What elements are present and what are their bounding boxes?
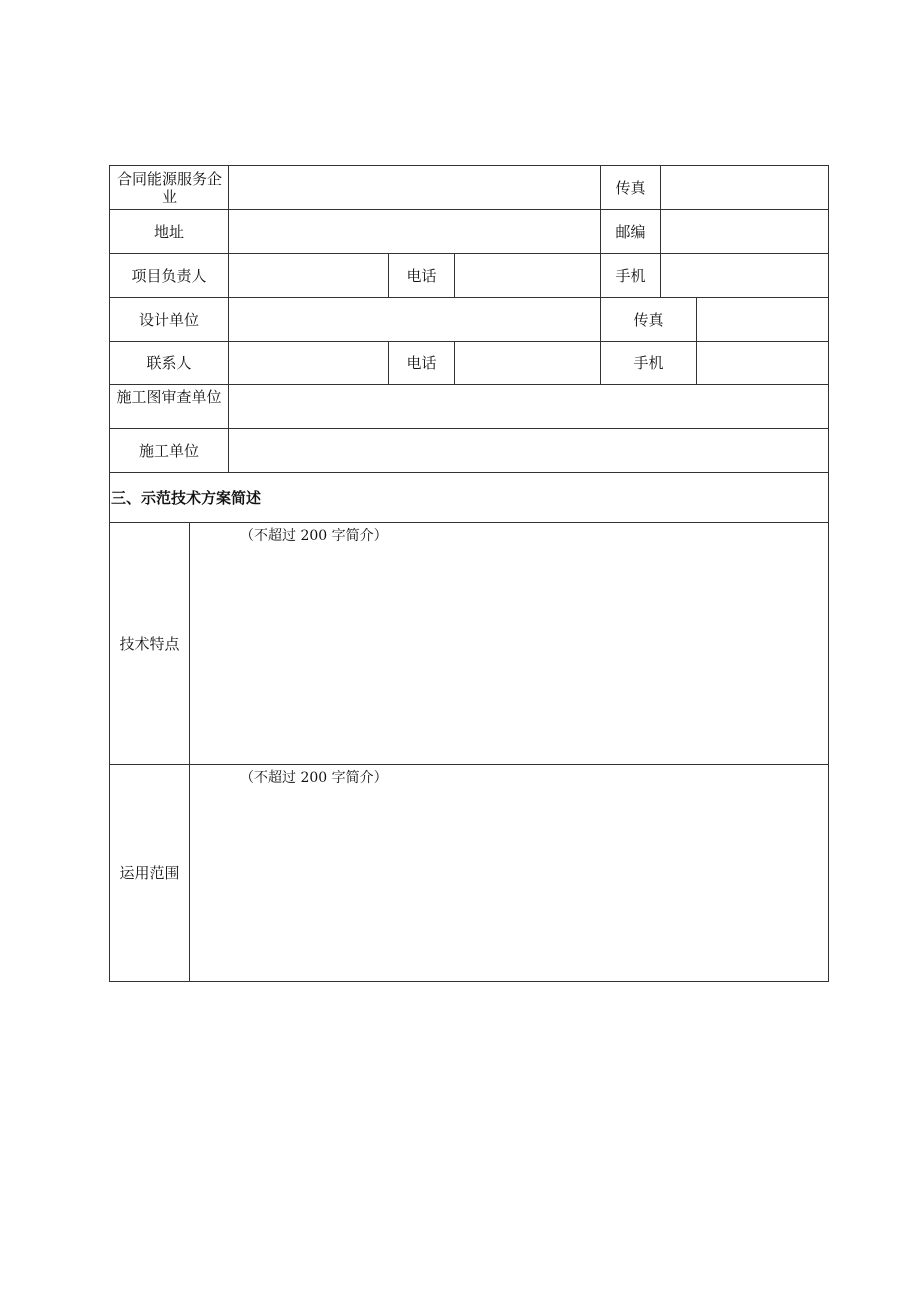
project-lead-mobile-label: 手机 — [615, 266, 646, 285]
contact-label: 联系人 — [146, 354, 192, 372]
tech-features-field[interactable] — [190, 545, 828, 764]
design-unit-label: 设计单位 — [138, 310, 199, 329]
project-lead-label: 项目负责人 — [131, 266, 207, 285]
application-scope-field[interactable] — [190, 787, 828, 981]
address-label: 地址 — [153, 222, 184, 241]
review-unit-field[interactable] — [229, 385, 828, 428]
contact-mobile-field[interactable] — [697, 342, 828, 384]
rule — [828, 165, 829, 982]
postcode-field[interactable] — [661, 210, 828, 253]
design-unit-fax-label: 传真 — [633, 310, 664, 329]
review-unit-label: 施工图审查单位 — [116, 388, 222, 406]
project-lead-phone-field[interactable] — [455, 254, 600, 297]
rule — [109, 522, 829, 523]
design-unit-field[interactable] — [229, 298, 600, 341]
project-lead-mobile-field[interactable] — [661, 254, 828, 297]
project-lead-field[interactable] — [229, 254, 388, 297]
application-scope-hint: （不超过 200 字简介） — [240, 770, 388, 786]
rule — [109, 764, 829, 765]
contact-field[interactable] — [229, 342, 388, 384]
application-scope-label: 运用范围 — [119, 864, 180, 882]
postcode-label: 邮编 — [615, 222, 646, 241]
section-title: 三、示范技术方案简述 — [111, 489, 262, 507]
contact-phone-label: 电话 — [406, 354, 437, 372]
rule — [109, 981, 829, 982]
contact-phone-field[interactable] — [455, 342, 600, 384]
construction-unit-label: 施工单位 — [138, 441, 199, 460]
tech-features-hint: （不超过 200 字简介） — [240, 528, 388, 544]
design-unit-fax-field[interactable] — [697, 298, 828, 341]
company-field[interactable] — [229, 166, 600, 209]
company-label: 合同能源服务企业 — [116, 169, 222, 206]
tech-features-label: 技术特点 — [119, 634, 180, 653]
address-field[interactable] — [229, 210, 600, 253]
construction-unit-field[interactable] — [229, 429, 828, 472]
contact-mobile-label: 手机 — [633, 354, 664, 372]
company-fax-field[interactable] — [661, 166, 828, 209]
company-fax-label: 传真 — [615, 178, 646, 197]
project-lead-phone-label: 电话 — [406, 266, 437, 285]
